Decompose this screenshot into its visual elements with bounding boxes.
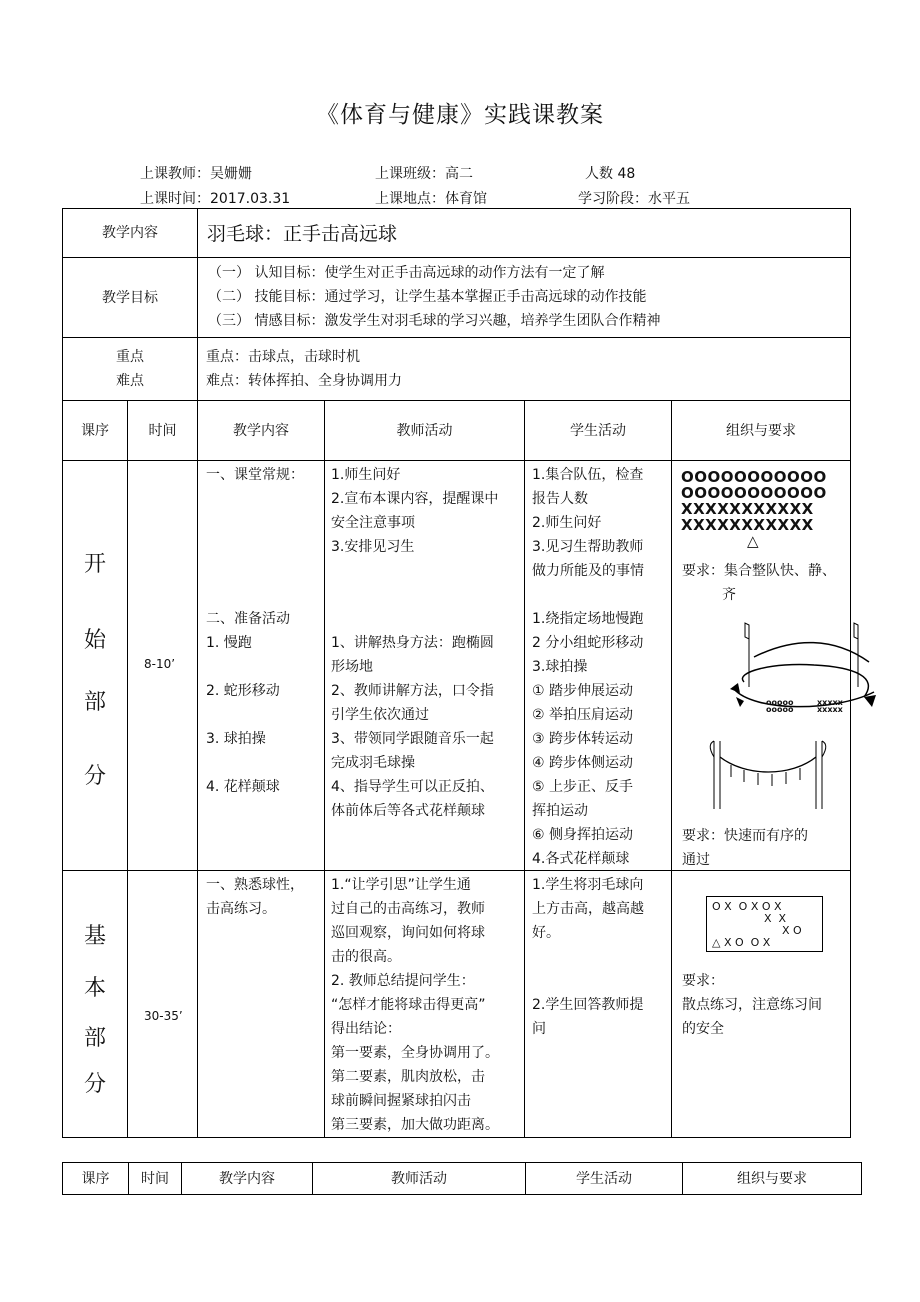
text-line: “怎样才能将球击得更高”	[331, 997, 486, 1013]
key-label: 重点	[116, 349, 144, 365]
goals-label: 教学目标	[62, 257, 198, 338]
text-line: 散点练习，注意练习间	[682, 997, 822, 1013]
section-char: 分	[84, 764, 107, 789]
text-line: 巡回观察，询问如何将球	[331, 925, 485, 941]
teacher-routine	[331, 463, 498, 559]
goal-item: （一） 认知目标：使学生对正手击高远球的动作方法有一定了解	[208, 265, 605, 281]
text-line: 的安全	[682, 1021, 724, 1037]
text-line: 2.宣布本课内容，提醒课中	[331, 491, 499, 507]
text-line: 3.见习生帮助教师	[532, 539, 644, 555]
student-practice	[532, 873, 644, 945]
text-line: 引学生依次通过	[331, 707, 429, 723]
section-char: 开	[84, 552, 107, 577]
content-item: 4. 花样颠球	[206, 779, 280, 795]
text-line: 报告人数	[532, 491, 588, 507]
bottom-header-organization: 组织与要求	[682, 1162, 862, 1195]
difficult-label: 难点	[116, 373, 144, 389]
text-line: 击高练习。	[206, 901, 276, 917]
start-teacher-cell	[324, 460, 525, 871]
header-teacher: 教师活动	[324, 400, 525, 461]
content-item: 2. 蛇形移动	[206, 683, 280, 699]
teacher-warmup	[331, 631, 494, 823]
start-student-cell	[524, 460, 672, 871]
section-char: 分	[84, 1072, 107, 1097]
text-line: 挥拍运动	[532, 803, 588, 819]
start-organization-cell	[671, 460, 851, 871]
text-line: 2.师生问好	[532, 515, 602, 531]
student-answer	[532, 993, 643, 1041]
section-char: 始	[84, 628, 107, 653]
section-char: 部	[84, 1026, 107, 1051]
start-content-cell	[197, 460, 325, 871]
text-line: 4.各式花样颠球	[532, 851, 630, 867]
text-line: 做力所能及的事情	[532, 563, 644, 579]
text-line: 要求：	[682, 973, 724, 989]
key-cell	[197, 337, 851, 401]
basic-teacher-cell	[324, 870, 525, 1138]
basic-section-label	[62, 870, 128, 1138]
scatter-practice-diagram	[706, 896, 823, 952]
text-line: ② 举拍压肩运动	[532, 707, 634, 723]
text-line: 击的很高。	[331, 949, 401, 965]
stage-info: 学习阶段：水平五	[578, 191, 690, 207]
goals-list	[197, 257, 851, 338]
content-value: 羽毛球：正手击高远球	[207, 223, 398, 245]
requirement-1: 要求：集合整队快、静、	[682, 563, 836, 579]
text-line: ⑥ 侧身挥拍运动	[532, 827, 634, 843]
text-line: 2、教师讲解方法，口令指	[331, 683, 494, 699]
content-warmup: 二、准备活动	[206, 611, 290, 627]
text-line: 得出结论：	[331, 1021, 401, 1037]
text-line: 2. 教师总结提问学生：	[331, 973, 475, 989]
text-line: ① 踏步伸展运动	[532, 683, 634, 699]
header-student: 学生活动	[524, 400, 672, 461]
difficult-point: 难点：转体挥拍、全身协调用力	[206, 373, 402, 389]
goal-item: （二） 技能目标：通过学习，让学生基本掌握正手击高远球的动作技能	[208, 289, 647, 305]
text-line: 1.师生问好	[331, 467, 401, 483]
text-line: 问	[532, 1021, 546, 1037]
bottom-header-student: 学生活动	[525, 1162, 683, 1195]
text-line: 3.球拍操	[532, 659, 588, 675]
text-line: 体前体后等各式花样颠球	[331, 803, 485, 819]
header-content: 教学内容	[197, 400, 325, 461]
goal-item: （三） 情感目标：激发学生对羽毛球的学习兴趣，培养学生团队合作精神	[208, 313, 661, 329]
key-label-cell	[62, 337, 198, 401]
teacher-info: 上课教师：吴姗姗	[140, 166, 252, 182]
location-info: 上课地点：体育馆	[375, 191, 487, 207]
requirement-2-cont: 通过	[682, 852, 710, 868]
text-line: ③ 跨步体转运动	[532, 731, 634, 747]
student-warmup	[532, 607, 643, 871]
class-info: 上课班级：高二	[375, 166, 473, 182]
content-value-cell	[197, 208, 851, 258]
scatter-row: X O	[782, 924, 802, 937]
basic-content-cell	[197, 870, 325, 1138]
page-title: 《体育与健康》实践课教案	[316, 102, 604, 128]
requirement-1-cont: 齐	[722, 587, 736, 603]
text-line: 完成羽毛球操	[331, 755, 415, 771]
formation-row: OOOOOOOOOOO	[681, 468, 827, 486]
mini-group-o: ooooo ooooo	[766, 698, 794, 714]
text-line: 好。	[532, 925, 560, 941]
teacher-triangle: △	[747, 532, 760, 550]
text-line: 一、熟悉球性，	[206, 877, 304, 893]
header-time: 时间	[127, 400, 198, 461]
text-line: 形场地	[331, 659, 373, 675]
section-char: 部	[84, 690, 107, 715]
requirement-2: 要求：快速而有序的	[682, 828, 808, 844]
text-line: 过自己的击高练习，教师	[331, 901, 485, 917]
text-line: 第二要素，肌肉放松，击	[331, 1069, 485, 1085]
section-char: 本	[84, 976, 107, 1001]
snake-move-diagram	[706, 737, 831, 812]
scatter-row: O X O X O X	[712, 900, 782, 913]
formation-row: XXXXXXXXXXX	[681, 500, 814, 518]
oval-run-diagram	[714, 617, 884, 717]
formation-diagram	[681, 469, 827, 549]
start-time: 8-10’	[144, 657, 176, 671]
key-point: 重点：击球点，击球时机	[206, 349, 360, 365]
text-line: 球前瞬间握紧球拍闪击	[331, 1093, 471, 1109]
content-label: 教学内容	[62, 208, 198, 258]
bottom-header-time: 时间	[128, 1162, 182, 1195]
basic-time-cell	[127, 870, 198, 1138]
basic-requirement	[682, 969, 822, 1041]
student-routine	[532, 463, 644, 583]
formation-row: XXXXXXXXXXX	[681, 516, 814, 534]
text-line: 1.“让学引思”让学生通	[331, 877, 471, 893]
text-line: 2 分小组蛇形移动	[532, 635, 644, 651]
scatter-row: △ X O O X	[712, 936, 771, 949]
text-line: 1.学生将羽毛球向	[532, 877, 644, 893]
header-order: 课序	[62, 400, 128, 461]
text-line: 1.集合队伍，检查	[532, 467, 644, 483]
text-line: 4、指导学生可以正反拍、	[331, 779, 494, 795]
basic-student-cell	[524, 870, 672, 1138]
text-line: 2.学生回答教师提	[532, 997, 644, 1013]
text-line: 1.绕指定场地慢跑	[532, 611, 644, 627]
scatter-row: X X	[764, 912, 787, 925]
start-section-label	[62, 460, 128, 871]
header-organization: 组织与要求	[671, 400, 851, 461]
text-line: ⑤ 上步正、反手	[532, 779, 634, 795]
text-line: 3、带领同学跟随音乐一起	[331, 731, 494, 747]
text-line: 上方击高，越高越	[532, 901, 644, 917]
bottom-header-order: 课序	[62, 1162, 129, 1195]
bottom-header-content: 教学内容	[181, 1162, 313, 1195]
text-line: 3.安排见习生	[331, 539, 415, 555]
basic-time: 30-35’	[144, 1009, 183, 1023]
start-time-cell	[127, 460, 198, 871]
text-line: ④ 跨步体侧运动	[532, 755, 634, 771]
text-line: 安全注意事项	[331, 515, 415, 531]
count-info: 人数 48	[585, 166, 636, 182]
content-routine: 一、课堂常规：	[206, 467, 304, 483]
content-item: 3. 球拍操	[206, 731, 266, 747]
basic-organization-cell	[671, 870, 851, 1138]
section-char: 基	[84, 924, 107, 949]
text-line: 1、讲解热身方法：跑椭圆	[331, 635, 494, 651]
text-line: 第一要素，全身协调用了。	[331, 1045, 499, 1061]
mini-group-x: xxxxx xxxxx	[817, 698, 843, 714]
bottom-header-teacher: 教师活动	[312, 1162, 526, 1195]
time-info: 上课时间：2017.03.31	[140, 191, 291, 207]
formation-row: OOOOOOOOOOO	[681, 484, 827, 502]
content-item: 1. 慢跑	[206, 635, 252, 651]
text-line: 第三要素，加大做功距离。	[331, 1117, 499, 1133]
